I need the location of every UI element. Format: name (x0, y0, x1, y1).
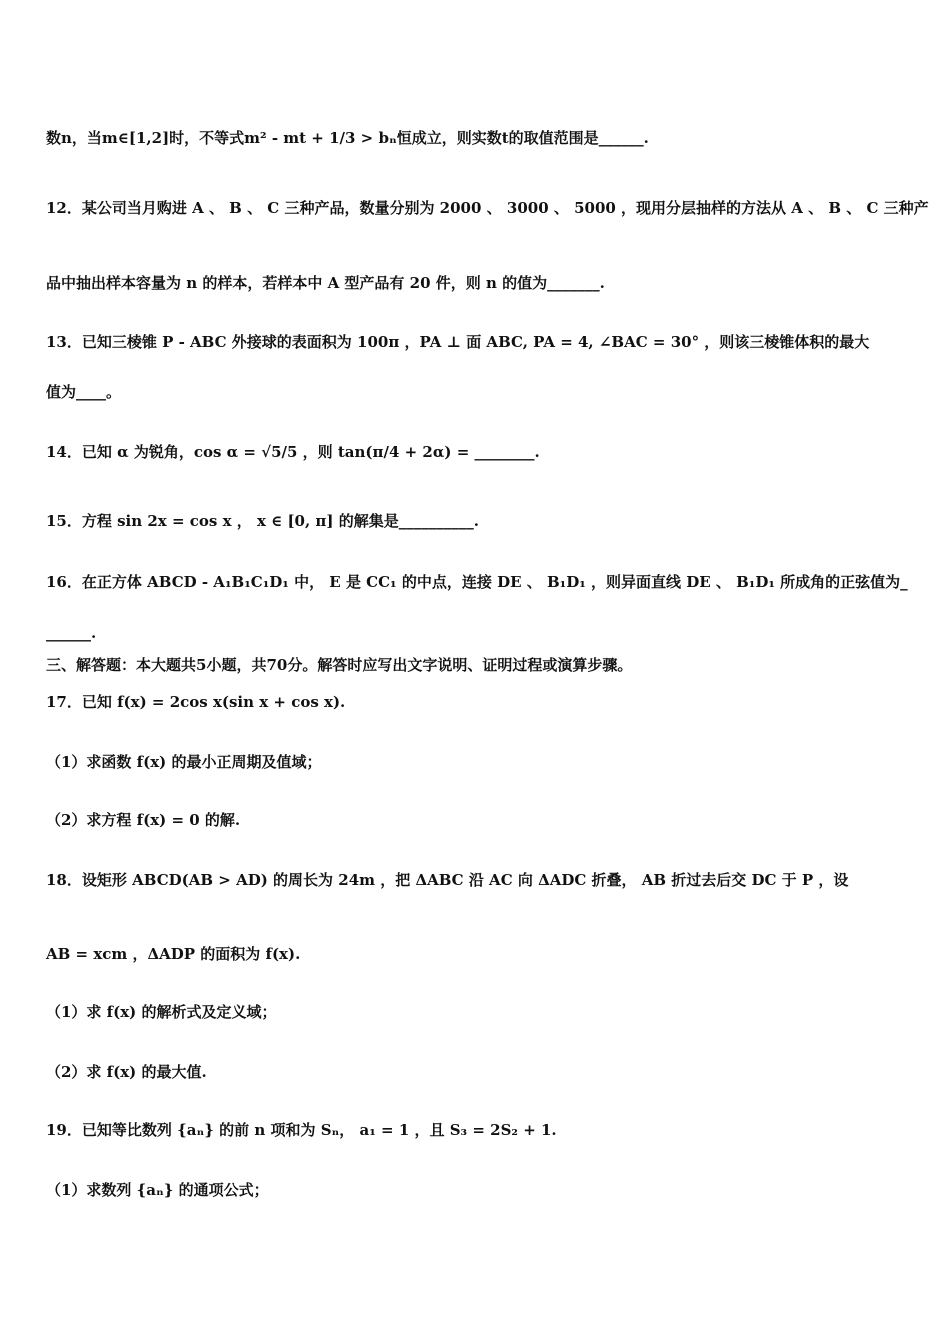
problem-19: 19．已知等比数列 {aₙ} 的前 n 项和为 Sₙ， a₁ = 1 ，且 S₃ = 2S₂ + 1. (46, 1121, 557, 1139)
problem-13-line-1: 13．已知三棱锥 P - ABC 外接球的表面积为 100π ，PA ⊥ 面 ABC, PA = 4, ∠BAC = 30° ，则该三棱锥体积的最大 (46, 333, 870, 351)
problem-15: 15．方程 sin 2x = cos x ， x ∈ [0, π] 的解集是__________. (46, 512, 479, 530)
problem-17: 17．已知 f(x) = 2cos x(sin x + cos x). (46, 693, 346, 711)
problem-12-line-1: 12．某公司当月购进 A 、 B 、 C 三种产品，数量分别为 2000 、 3000 、 5000 ，现用分层抽样的方法从 A 、 B 、 C 三种产 (46, 199, 929, 217)
problem-18-part-2: （2）求 f(x) 的最大值. (46, 1063, 207, 1081)
problem-11-continuation: 数n，当m∈[1,2]时，不等式m² - mt + 1/3 > bₙ恒成立，则实数t的取值范围是______. (46, 129, 649, 147)
section-heading-3: 三、解答题：本大题共5小题，共70分。解答时应写出文字说明、证明过程或演算步骤。 (46, 656, 633, 674)
problem-16-line-2: ______. (46, 624, 97, 642)
problem-17-part-1: （1）求函数 f(x) 的最小正周期及值域； (46, 753, 322, 771)
problem-19-part-1: （1）求数列 {aₙ} 的通项公式； (46, 1181, 269, 1199)
problem-12-line-2: 品中抽出样本容量为 n 的样本，若样本中 A 型产品有 20 件，则 n 的值为_______. (46, 274, 605, 292)
problem-18-line-1: 18．设矩形 ABCD(AB > AD) 的周长为 24m ，把 ΔABC 沿 AC 向 ΔADC 折叠， AB 折过去后交 DC 于 P ，设 (46, 871, 849, 889)
problem-13-line-2: 值为____。 (46, 383, 122, 401)
problem-17-part-2: （2）求方程 f(x) = 0 的解. (46, 811, 241, 829)
problem-16-line-1: 16．在正方体 ABCD - A₁B₁C₁D₁ 中， E 是 CC₁ 的中点，连接 DE 、 B₁D₁ ，则异面直线 DE 、 B₁D₁ 所成角的正弦值为_ (46, 573, 908, 591)
problem-18-line-2: AB = xcm ，ΔADP 的面积为 f(x). (46, 945, 301, 963)
problem-14: 14．已知 α 为锐角，cos α = √5/5 ，则 tan(π/4 + 2α) = ________. (46, 443, 540, 461)
problem-18-part-1: （1）求 f(x) 的解析式及定义域； (46, 1003, 277, 1021)
